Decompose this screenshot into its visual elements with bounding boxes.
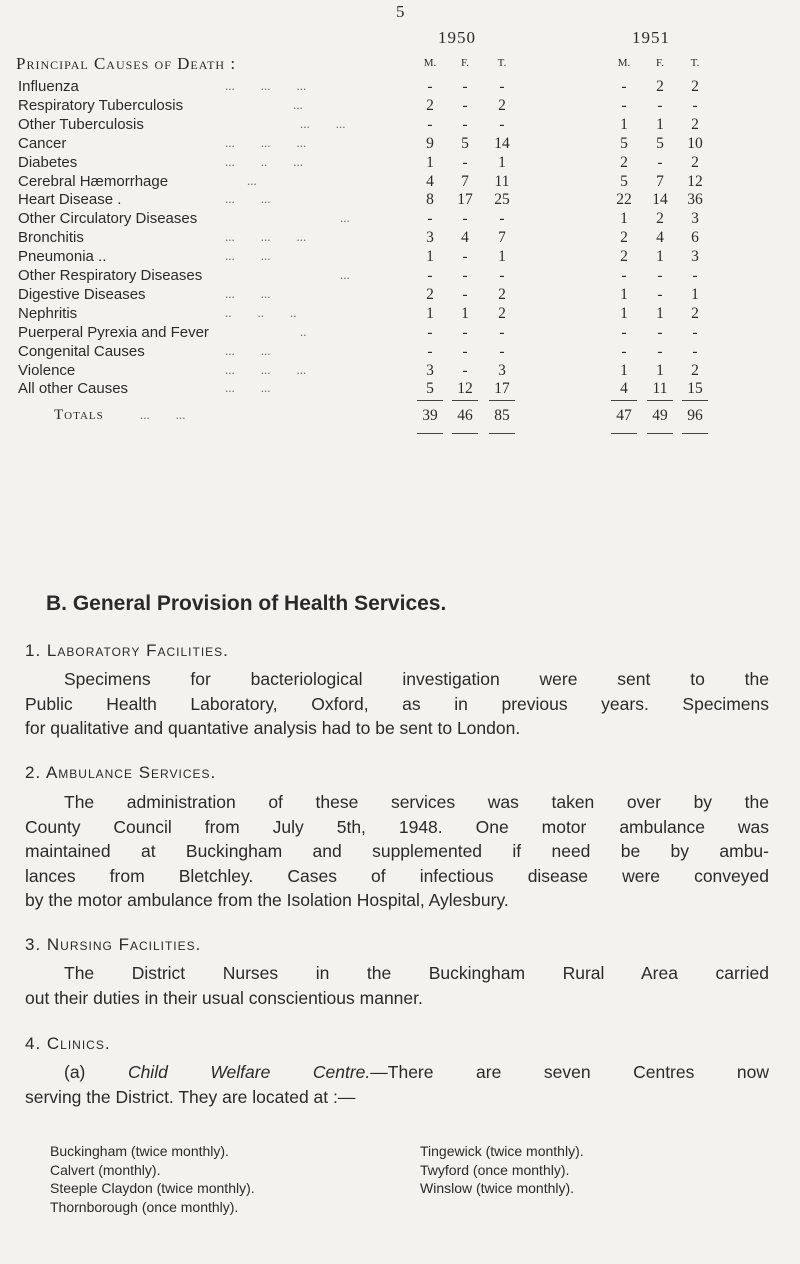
laboratory-heading-text: 1. Laboratory Facilities. [25, 641, 229, 660]
paragraph-line: Specimens for bacteriological investigation were sent to the [64, 669, 769, 689]
table-cell: - [462, 153, 468, 171]
table-cell: - [657, 323, 663, 341]
paragraph-line: serving the District. They are located at :— [25, 1086, 356, 1107]
table-cell: 2 [656, 78, 664, 95]
table-cell: 1 [656, 304, 664, 322]
ambulance-heading-text: 2. Ambulance Services. [25, 763, 217, 782]
centre-item: Buckingham (twice monthly). [50, 1143, 229, 1159]
table-cell: - [657, 96, 663, 114]
table-cell: 14 [494, 134, 510, 152]
clinics-heading [25, 1034, 111, 1054]
table-cell: 36 [687, 191, 703, 209]
table-cell: 2 [620, 153, 628, 171]
table-cell: - [462, 115, 468, 133]
table-cell: 47 [616, 407, 632, 425]
table-cell: 17 [494, 380, 510, 398]
table-caption: Principal Causes of Death : [16, 54, 237, 73]
leader-dots: ... ... [225, 191, 271, 207]
table-cell: - [657, 267, 663, 284]
table-row [0, 154, 800, 174]
column-header-1951-male: M. [617, 57, 631, 69]
table-cell: 17 [457, 191, 473, 209]
table-cell: - [427, 342, 433, 360]
leader-dots: ... .. ... [225, 153, 303, 169]
column-header-1951-total: T. [690, 57, 700, 69]
laboratory-heading [25, 641, 229, 661]
table-cell: 11 [494, 172, 510, 190]
leader-dots: ... ... [225, 285, 271, 301]
table-cell: 1 [656, 248, 664, 266]
table-cell: 2 [691, 304, 699, 322]
table-cell: 2 [620, 229, 628, 247]
table-cell: 8 [426, 191, 434, 209]
centre-item: Calvert (monthly). [50, 1161, 161, 1178]
table-cell: 2 [656, 210, 664, 228]
clinics-heading-text: 4. Clinics. [25, 1034, 111, 1053]
table-cell: 1 [498, 248, 506, 266]
table-cell: 2 [691, 361, 699, 379]
cause-label: Other Respiratory Diseases [18, 267, 203, 284]
table-cell: 1 [656, 115, 664, 133]
nursing-heading [25, 935, 201, 955]
table-row [0, 78, 800, 98]
table-cell: 1 [620, 115, 628, 133]
paragraph-line: Public Health Laboratory, Oxford, as in previous years. Specimens [25, 693, 769, 714]
cause-label: Other Tuberculosis [18, 115, 144, 133]
cause-label: Pneumonia .. [18, 248, 107, 266]
table-cell: 2 [620, 248, 628, 266]
table-cell: 5 [426, 380, 434, 398]
table-cell: - [692, 267, 698, 284]
table-cell: 3 [426, 229, 434, 247]
table-row [0, 210, 800, 230]
table-row [0, 286, 800, 306]
cause-label: Congenital Causes [18, 342, 145, 360]
table-cell: 5 [461, 134, 469, 152]
table-row [0, 324, 800, 344]
paragraph-line: out their duties in their usual conscientious manner. [25, 987, 423, 1008]
table-cell: - [621, 78, 627, 95]
table-cell: 1 [620, 210, 628, 228]
table-cell: 2 [498, 96, 506, 114]
table-cell: - [499, 78, 505, 95]
table-cell: 1 [426, 153, 434, 171]
paragraph-line: lances from Bletchley. Cases of infectious disease were conveyed [25, 865, 769, 886]
table-cell: - [499, 323, 505, 341]
table-cell: 12 [457, 380, 473, 398]
cause-label: Cancer [18, 134, 67, 152]
leader-dots: ... [247, 172, 257, 188]
paragraph-line: The administration of these services was taken over by the [64, 792, 769, 812]
section-heading: B. General Provision of Health Services. [46, 592, 447, 615]
table-cell: 14 [652, 191, 668, 209]
paragraph-line: maintained at Buckingham and supplemented if need be by ambu- [25, 841, 769, 861]
cause-label: All other Causes [18, 380, 129, 398]
table-cell: 1 [426, 304, 434, 322]
table-cell: 10 [687, 134, 703, 152]
table-cell: - [621, 342, 627, 360]
table-row [0, 343, 800, 363]
table-cell: 2 [426, 285, 434, 303]
total-rule [452, 400, 478, 401]
table-cell: - [621, 323, 627, 341]
page-number: 5 [396, 2, 405, 21]
total-rule [647, 433, 673, 434]
cause-label: Violence [18, 361, 76, 379]
cause-label: Heart Disease . [18, 191, 122, 209]
table-cell: 2 [691, 115, 699, 133]
ambulance-paragraph [25, 790, 769, 913]
cause-label: Digestive Diseases [18, 285, 146, 303]
table-cell: 7 [461, 172, 469, 190]
ambulance-heading [25, 763, 216, 783]
cause-label: Puerperal Pyrexia and Fever [18, 323, 209, 341]
table-cell: - [499, 267, 505, 284]
cause-label: Bronchitis [18, 229, 84, 247]
table-cell: 5 [620, 172, 628, 190]
centre-item: Winslow (twice monthly). [420, 1180, 575, 1196]
leader-dots: ... ... [225, 248, 271, 264]
table-cell: 6 [691, 229, 699, 247]
leader-dots: ... ... ... [225, 78, 307, 93]
table-cell: 15 [687, 380, 703, 398]
year-1951-heading: 1951 [632, 28, 670, 47]
total-rule [682, 400, 708, 401]
table-cell: - [621, 267, 627, 284]
table-cell: - [462, 285, 468, 303]
leader-dots: ... [293, 96, 303, 112]
table-cell: 1 [620, 285, 628, 303]
leader-dots: ... ... [225, 380, 271, 396]
table-row [0, 135, 800, 155]
leader-dots: ... [340, 267, 350, 282]
table-cell: - [621, 96, 627, 114]
table-row [0, 97, 800, 117]
column-header-1950-total: T. [497, 57, 507, 69]
table-cell: - [427, 323, 433, 341]
total-rule [417, 433, 443, 434]
table-cell: 3 [691, 210, 699, 228]
leader-dots: .. [300, 323, 307, 339]
table-cell: - [462, 78, 468, 95]
table-cell: 5 [620, 134, 628, 152]
table-cell: 12 [687, 172, 703, 190]
cause-label: Nephritis [18, 304, 78, 322]
leader-dots: ... ... [140, 407, 186, 423]
table-cell: - [499, 342, 505, 360]
leader-dots: ... ... [225, 342, 271, 358]
table-cell: 4 [461, 229, 469, 247]
table-cell: 96 [687, 407, 703, 425]
column-header-1950-male: M. [423, 57, 437, 69]
total-rule [452, 433, 478, 434]
paragraph-line: by the motor ambulance from the Isolation Hospital, Aylesbury. [25, 890, 509, 910]
table-cell: 46 [457, 407, 473, 425]
table-row [0, 191, 800, 211]
table-cell: 7 [656, 172, 664, 190]
table-row [0, 248, 800, 268]
table-cell: 25 [494, 191, 510, 209]
table-cell: 1 [656, 361, 664, 379]
table-cell: 85 [494, 407, 510, 425]
table-cell: 49 [652, 407, 668, 425]
cause-label: Other Circulatory Diseases [18, 210, 198, 228]
cause-label: Cerebral Hæmorrhage [18, 172, 169, 190]
table-cell: - [427, 115, 433, 133]
nursing-heading-text: 3. Nursing Facilities. [25, 935, 202, 954]
table-cell: - [499, 210, 505, 228]
table-cell: 7 [498, 229, 506, 247]
table-cell: 3 [498, 361, 506, 379]
table-cell: - [657, 342, 663, 360]
centres-list-right [420, 1142, 584, 1198]
year-1950-heading: 1950 [438, 28, 476, 47]
table-row [0, 116, 800, 136]
table-cell: - [499, 115, 505, 133]
table-row [0, 173, 800, 193]
table-cell: 1 [620, 361, 628, 379]
table-cell: - [462, 96, 468, 114]
child-welfare-centre-title: Child Welfare Centre. [127, 1062, 371, 1082]
cause-label: Respiratory Tuberculosis [18, 96, 184, 114]
table-cell: - [427, 210, 433, 228]
totals-row [0, 407, 800, 427]
total-rule [611, 433, 637, 434]
leader-dots: ... ... ... [225, 134, 307, 150]
table-cell: - [427, 78, 433, 95]
cause-label: Diabetes [18, 153, 78, 171]
totals-label: Totals [54, 407, 104, 424]
table-cell: - [692, 96, 698, 114]
centre-item: Twyford (once monthly). [420, 1161, 570, 1178]
clinics-paragraph [25, 1060, 769, 1109]
table-cell: - [462, 248, 468, 266]
table-cell: 39 [422, 407, 438, 425]
table-row [0, 267, 800, 287]
table-cell: 4 [426, 172, 434, 190]
table-cell: 3 [426, 361, 434, 379]
table-cell: 2 [691, 78, 699, 95]
paragraph-line: for qualitative and quantative analysis had to be sent to London. [25, 718, 521, 738]
table-cell: 4 [656, 229, 664, 247]
table-cell: 1 [461, 304, 469, 322]
table-cell: 4 [620, 380, 628, 398]
total-rule [611, 400, 637, 401]
cause-label: Influenza [18, 78, 79, 95]
leader-dots: ... ... ... [225, 229, 307, 245]
table-cell: 2 [691, 153, 699, 171]
centre-item: Thornborough (once monthly). [50, 1198, 239, 1215]
clinics-line-rest: —There are seven Centres now [370, 1062, 770, 1082]
table-cell: 2 [498, 285, 506, 303]
column-header-1950-female: F. [461, 57, 469, 69]
table-cell: - [462, 361, 468, 379]
total-rule [682, 433, 708, 434]
paragraph-line [25, 1060, 769, 1085]
table-cell: - [692, 323, 698, 341]
table-cell: - [462, 267, 468, 284]
table-cell: 22 [616, 191, 632, 209]
table-cell: - [462, 342, 468, 360]
table-cell: 1 [620, 304, 628, 322]
table-row [0, 305, 800, 325]
total-rule [417, 400, 443, 401]
table-cell: 2 [426, 96, 434, 114]
table-cell: - [462, 210, 468, 228]
table-cell: 3 [691, 248, 699, 266]
table-cell: - [657, 153, 663, 171]
total-rule [489, 400, 515, 401]
clinics-prefix: (a) [64, 1062, 128, 1082]
table-row [0, 380, 800, 400]
centres-list-left [50, 1142, 255, 1216]
table-row [0, 229, 800, 249]
column-header-1951-female: F. [656, 57, 664, 69]
laboratory-paragraph [25, 667, 769, 741]
nursing-paragraph [25, 961, 769, 1010]
table-cell: 1 [498, 153, 506, 171]
leader-dots: .. .. .. [225, 304, 297, 320]
leader-dots: ... [340, 210, 350, 226]
table-cell: 2 [498, 304, 506, 322]
table-cell: 11 [652, 380, 668, 398]
table-cell: 9 [426, 134, 434, 152]
table-cell: 5 [656, 134, 664, 152]
total-rule [647, 400, 673, 401]
total-rule [489, 433, 515, 434]
paragraph-line: County Council from July 5th, 1948. One motor ambulance was [25, 816, 769, 837]
table-row [0, 362, 800, 382]
centre-item: Steeple Claydon (twice monthly). [50, 1180, 255, 1196]
table-cell: - [692, 342, 698, 360]
table-cell: 1 [426, 248, 434, 266]
table-cell: - [462, 323, 468, 341]
paragraph-line: The District Nurses in the Buckingham Rural Area carried [64, 963, 769, 983]
table-cell: - [657, 285, 663, 303]
centre-item: Tingewick (twice monthly). [420, 1143, 584, 1159]
table-cell: 1 [691, 285, 699, 303]
leader-dots: ... ... [300, 115, 346, 131]
table-cell: - [427, 267, 433, 284]
leader-dots: ... ... ... [225, 361, 307, 377]
